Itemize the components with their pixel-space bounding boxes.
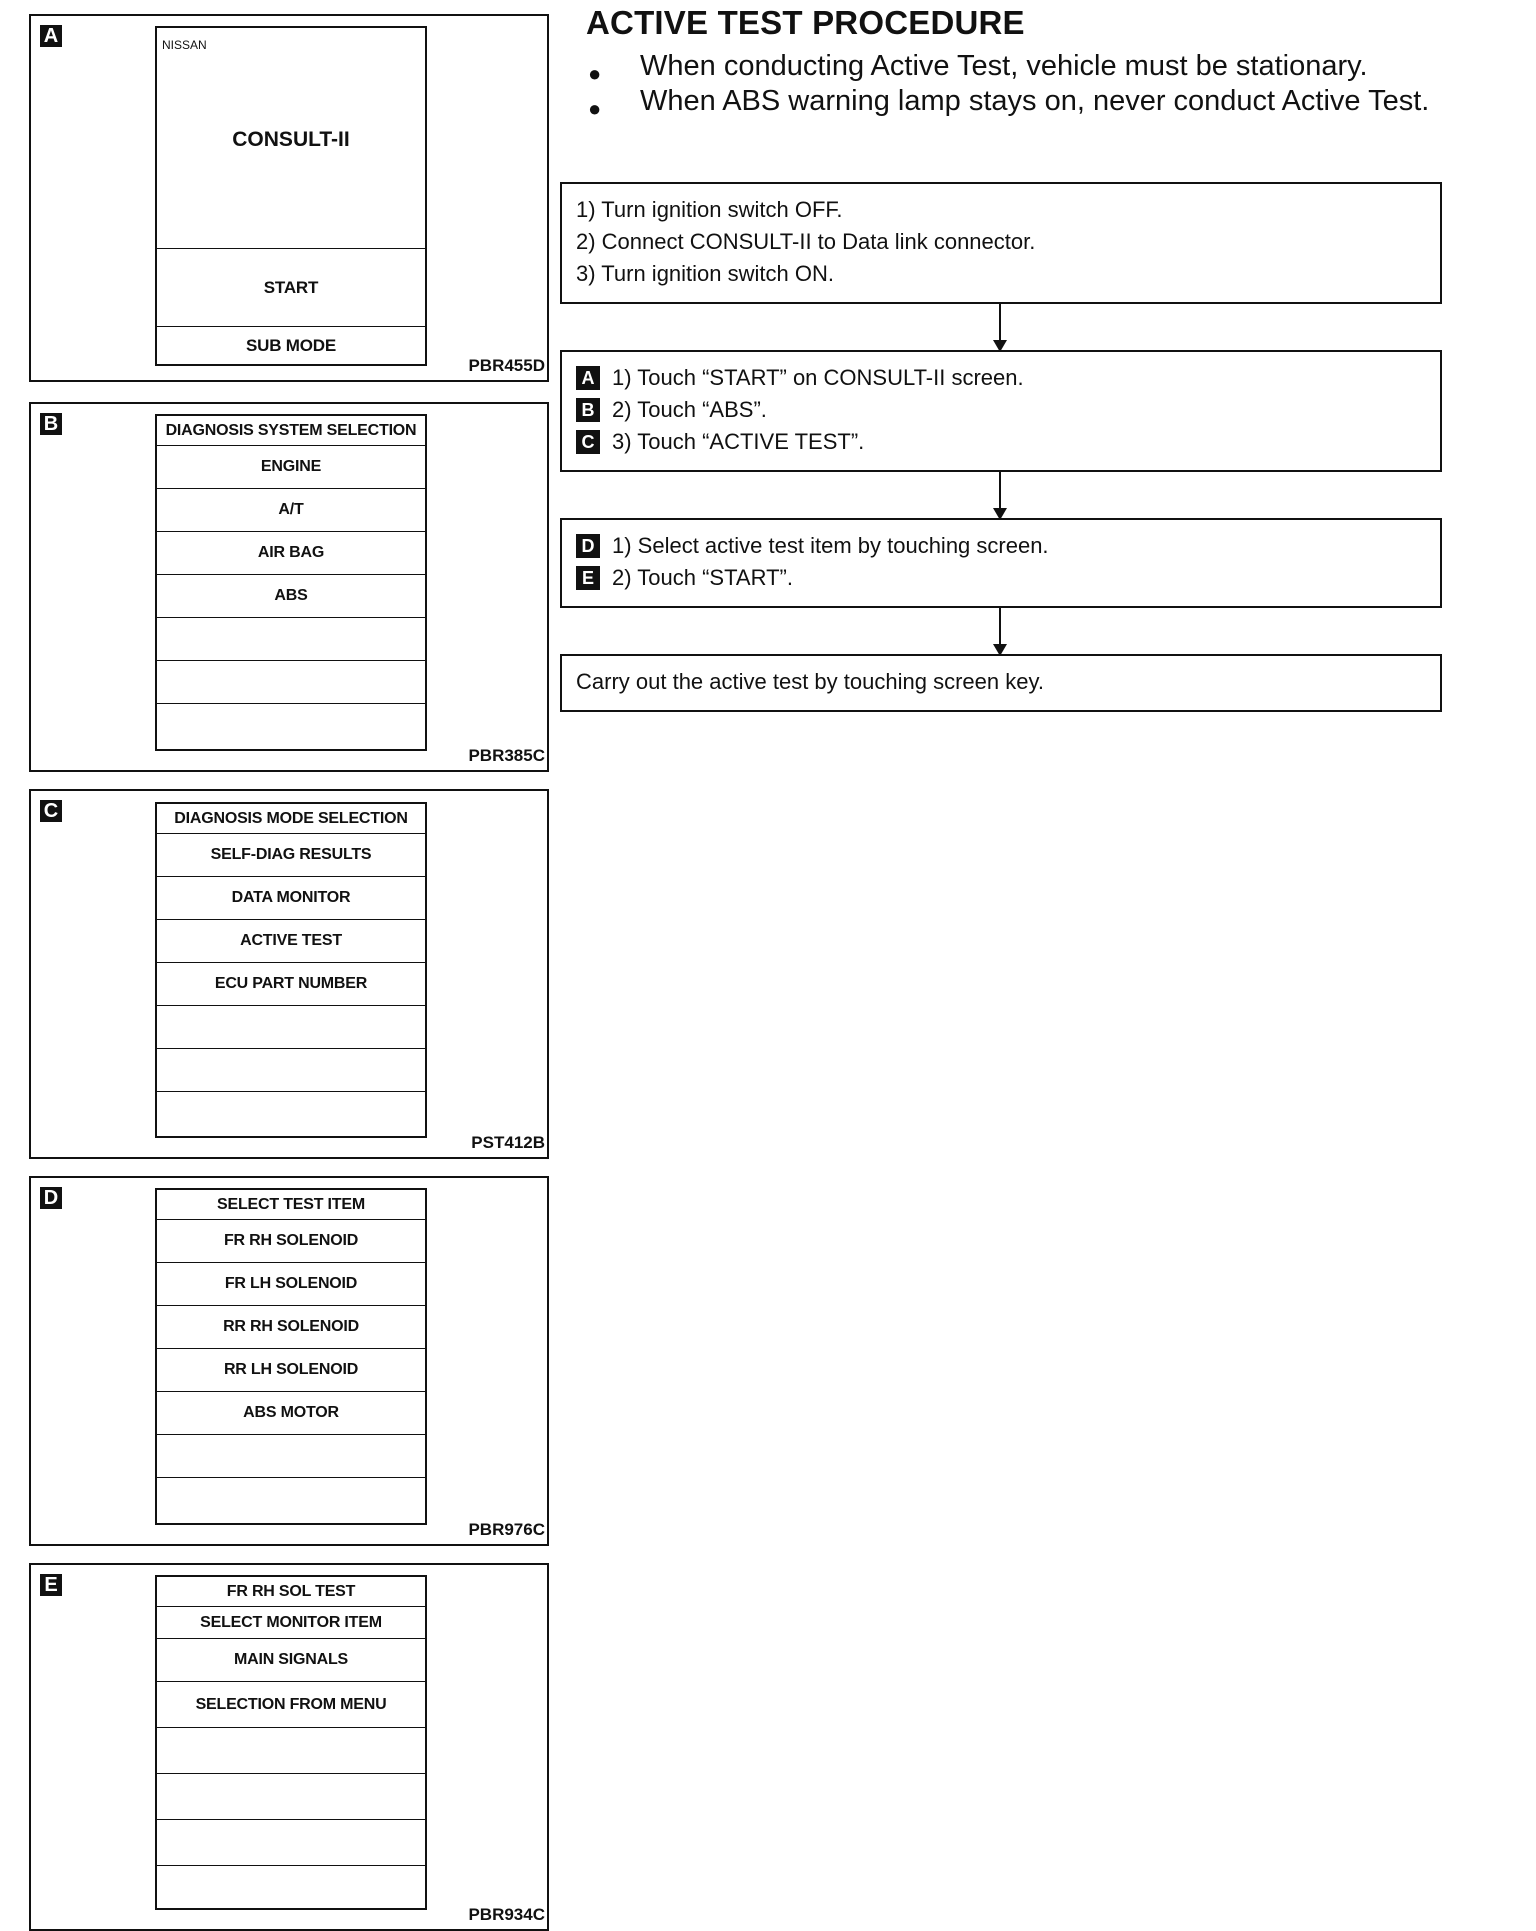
figure-code: PST412B xyxy=(471,1133,545,1152)
system-item-at[interactable]: A/T xyxy=(157,489,425,532)
mode-selection-screen xyxy=(155,802,427,1138)
note-item xyxy=(586,50,1456,86)
brand-label: NISSAN xyxy=(162,38,207,52)
flow-arrow xyxy=(999,608,1001,654)
step-line: Carry out the active test by touching screen key. xyxy=(576,669,1044,694)
step-text: 3) Touch “ACTIVE TEST”. xyxy=(612,429,865,454)
select-monitor-item-label: SELECT MONITOR ITEM xyxy=(157,1607,425,1639)
step-tag: A xyxy=(576,366,600,390)
empty-row xyxy=(157,1006,425,1049)
figure-code: PBR934C xyxy=(468,1905,545,1924)
empty-row xyxy=(157,704,425,748)
system-item-engine[interactable]: ENGINE xyxy=(157,446,425,489)
consult-start-screen xyxy=(155,26,427,366)
bullet-icon: ● xyxy=(588,96,602,121)
consult-splash xyxy=(157,28,425,249)
panel-b-tag: B xyxy=(40,413,62,435)
test-item-abs-motor[interactable]: ABS MOTOR xyxy=(157,1392,425,1435)
panel-c xyxy=(29,789,549,1159)
page-title: ACTIVE TEST PROCEDURE xyxy=(586,4,1025,41)
test-item-rr-lh[interactable]: RR LH SOLENOID xyxy=(157,1349,425,1392)
step-line xyxy=(576,530,1426,562)
figure-code: PBR976C xyxy=(468,1520,545,1539)
empty-row xyxy=(157,661,425,704)
start-button[interactable]: START xyxy=(157,249,425,327)
screen-header: DIAGNOSIS MODE SELECTION xyxy=(157,804,425,834)
step-text: 1) Touch “START” on CONSULT-II screen. xyxy=(612,365,1024,390)
procedure-step-3 xyxy=(560,518,1442,608)
mode-item-data-monitor[interactable]: DATA MONITOR xyxy=(157,877,425,920)
screen-header: DIAGNOSIS SYSTEM SELECTION xyxy=(157,416,425,446)
panel-e-tag: E xyxy=(40,1574,62,1596)
flow-arrow xyxy=(999,304,1001,350)
step-text: 2) Touch “ABS”. xyxy=(612,397,767,422)
empty-row xyxy=(157,1820,425,1866)
step-line xyxy=(576,394,1426,426)
step-line: 1) Turn ignition switch OFF. xyxy=(576,197,843,222)
selection-from-menu-button[interactable]: SELECTION FROM MENU xyxy=(157,1682,425,1728)
procedure-step-2 xyxy=(560,350,1442,472)
empty-row xyxy=(157,1774,425,1820)
system-item-abs[interactable]: ABS xyxy=(157,575,425,618)
step-tag: B xyxy=(576,398,600,422)
notes-list xyxy=(586,50,1456,120)
step-line xyxy=(576,562,1426,594)
step-line xyxy=(576,426,1426,458)
consult-title: CONSULT-II xyxy=(232,128,350,151)
sol-test-screen xyxy=(155,1575,427,1910)
test-item-rr-rh[interactable]: RR RH SOLENOID xyxy=(157,1306,425,1349)
test-item-screen xyxy=(155,1188,427,1525)
panel-d-tag: D xyxy=(40,1187,62,1209)
screen-header: SELECT TEST ITEM xyxy=(157,1190,425,1220)
step-tag: E xyxy=(576,566,600,590)
figure-code: PBR455D xyxy=(468,356,545,375)
panel-e xyxy=(29,1563,549,1931)
empty-row xyxy=(157,1728,425,1774)
panel-b xyxy=(29,402,549,772)
step-text: 1) Select active test item by touching screen. xyxy=(612,533,1049,558)
system-item-air-bag[interactable]: AIR BAG xyxy=(157,532,425,575)
note-text: When ABS warning lamp stays on, never conduct Active Test. xyxy=(640,85,1430,117)
panel-c-tag: C xyxy=(40,800,62,822)
panel-d xyxy=(29,1176,549,1546)
note-item xyxy=(586,85,1456,121)
step-tag: D xyxy=(576,534,600,558)
step-line: 2) Connect CONSULT-II to Data link connector. xyxy=(576,229,1036,254)
mode-item-self-diag[interactable]: SELF-DIAG RESULTS xyxy=(157,834,425,877)
procedure-step-1 xyxy=(560,182,1442,304)
sub-mode-button[interactable]: SUB MODE xyxy=(245,336,337,355)
empty-row xyxy=(157,1092,425,1136)
note-text: When conducting Active Test, vehicle must be stationary. xyxy=(640,50,1368,82)
system-selection-screen xyxy=(155,414,427,751)
main-signals-button[interactable]: MAIN SIGNALS xyxy=(157,1639,425,1682)
test-item-fr-rh[interactable]: FR RH SOLENOID xyxy=(157,1220,425,1263)
step-tag: C xyxy=(576,430,600,454)
panel-a xyxy=(29,14,549,382)
bullet-icon: ● xyxy=(588,61,602,86)
step-text: 2) Touch “START”. xyxy=(612,565,793,590)
mode-item-active-test[interactable]: ACTIVE TEST xyxy=(157,920,425,963)
screen-header: FR RH SOL TEST xyxy=(157,1577,425,1607)
empty-row xyxy=(157,1478,425,1522)
mode-item-ecu-part-number[interactable]: ECU PART NUMBER xyxy=(157,963,425,1006)
empty-row xyxy=(157,1049,425,1092)
step-line xyxy=(576,362,1426,394)
step-line: 3) Turn ignition switch ON. xyxy=(576,261,834,286)
flow-arrow xyxy=(999,472,1001,518)
procedure-step-4 xyxy=(560,654,1442,712)
test-item-fr-lh[interactable]: FR LH SOLENOID xyxy=(157,1263,425,1306)
figure-code: PBR385C xyxy=(468,746,545,765)
empty-row xyxy=(157,618,425,661)
empty-row xyxy=(157,1435,425,1478)
empty-row xyxy=(157,1866,425,1908)
panel-a-tag: A xyxy=(40,25,62,47)
